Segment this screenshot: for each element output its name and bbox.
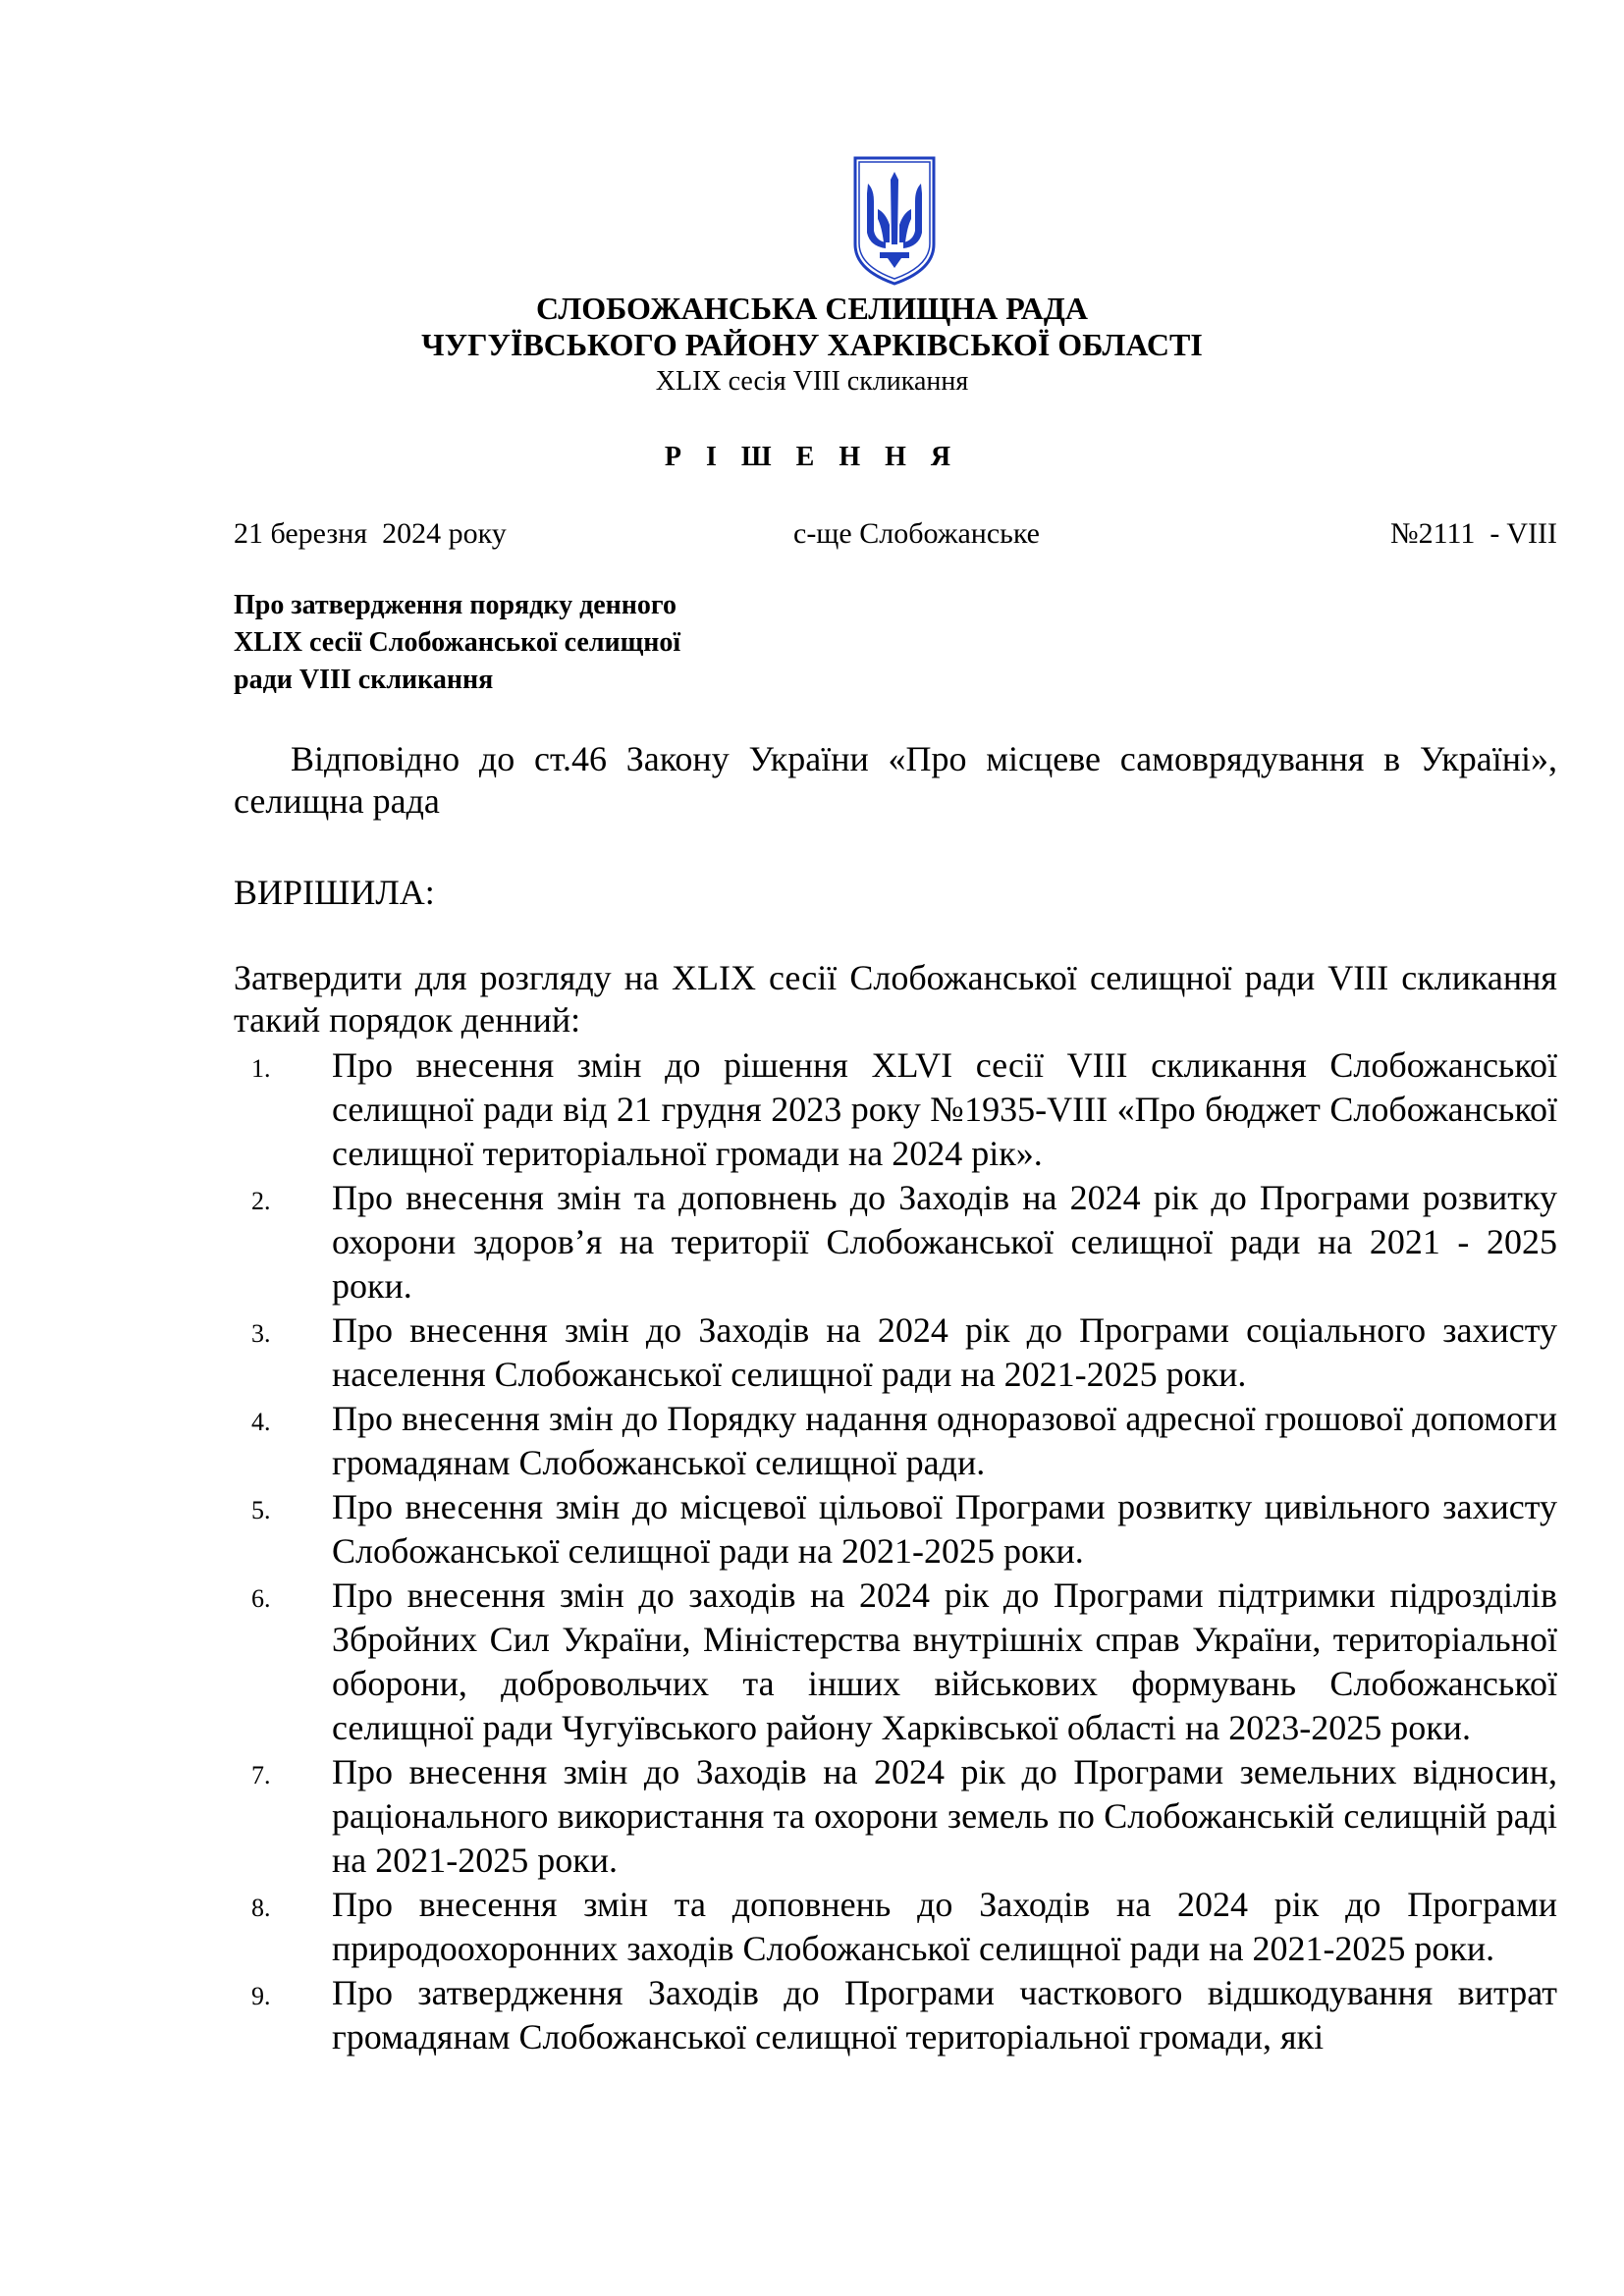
approve-paragraph: Затвердити для розгляду на XLIX сесії Слобожанської селищної ради VIII скликання такий порядок денний: xyxy=(234,958,1557,1040)
agenda-item-text: Про затвердження Заходів до Програми часткового відшкодування витрат громадянам Слобожанської селищної територіальної громади, які xyxy=(332,1973,1557,2056)
agenda-item-text: Про внесення змін та доповнень до Заходів на 2024 рік до Програми розвитку охорони здоров’я на території Слобожанської селищної ради на 2021 - 2025 роки. xyxy=(332,1178,1557,1306)
intro-paragraph: Відповідно до ст.46 Закону України «Про місцеве самоврядування в Україні», селищна рада xyxy=(234,739,1557,821)
decision-number: №2111 - VIII xyxy=(1390,517,1557,550)
decision-date: 21 березня 2024 року xyxy=(234,517,507,550)
agenda-item-text: Про внесення змін до рішення XLVI сесії VIII скликання Слобожанської селищної ради від 21 грудня 2023 року №1935-VIII «Про бюджет Слобожанської селищної територіальної громади на 2024 рік». xyxy=(332,1045,1557,1173)
agenda-item-text: Про внесення змін до Заходів на 2024 рік до Програми соціального захисту населення Слобожанської селищної ради на 2021-2025 роки. xyxy=(332,1310,1557,1394)
agenda-item xyxy=(234,1308,1557,1397)
agenda-item-number: 4. xyxy=(251,1408,271,1436)
agenda-item-number: 2. xyxy=(251,1187,271,1215)
decision-place: с-ще Слобожанське xyxy=(793,517,1040,550)
agenda-item xyxy=(234,1397,1557,1485)
agenda-item-text: Про внесення змін до заходів на 2024 рік до Програми підтримки підрозділів Збройних Сил України, Міністерства внутрішніх справ України, територіальної оборони, добровольчих та інших військових формувань Слобожанської селищної ради Чугуївського району Харківської області на 2023-2025 роки. xyxy=(332,1575,1557,1747)
agenda-item xyxy=(234,1176,1557,1308)
agenda-item-number: 9. xyxy=(251,1982,271,2010)
agenda-item-number: 1. xyxy=(251,1054,271,1083)
agenda-item xyxy=(234,1574,1557,1750)
agenda-item xyxy=(234,1883,1557,1971)
agenda-item xyxy=(234,1971,1557,2059)
agenda-item-text: Про внесення змін до місцевої цільової Програми розвитку цивільного захисту Слобожанської селищної ради на 2021-2025 роки. xyxy=(332,1487,1557,1571)
session-line: XLIX сесія VIII скликання xyxy=(655,366,969,397)
agenda-item xyxy=(234,1043,1557,1176)
decision-title: Р І Ш Е Н Н Я xyxy=(664,442,960,472)
agenda-item-text: Про внесення змін та доповнень до Заходів на 2024 рік до Програми природоохоронних заходів Слобожанської селищної ради на 2021-2025 роки. xyxy=(332,1885,1557,1968)
decision-subject xyxy=(234,587,842,699)
agenda-list xyxy=(234,1043,1557,2059)
agenda-item-text: Про внесення змін до Порядку надання одноразової адресної грошової допомоги громадянам Слобожанської селищної ради. xyxy=(332,1399,1557,1482)
agenda-item-number: 5. xyxy=(251,1496,271,1524)
ukraine-trident-coat-of-arms-icon xyxy=(850,154,939,288)
subject-line: Про затвердження порядку денного xyxy=(234,590,677,620)
agenda-item-number: 6. xyxy=(251,1584,271,1613)
agenda-item xyxy=(234,1485,1557,1574)
agenda-item-number: 7. xyxy=(251,1761,271,1789)
organization-name-line2: ЧУГУЇВСЬКОГО РАЙОНУ ХАРКІВСЬКОЇ ОБЛАСТІ xyxy=(421,327,1203,362)
agenda-item-number: 3. xyxy=(251,1319,271,1348)
agenda-item xyxy=(234,1750,1557,1883)
agenda-item-text: Про внесення змін до Заходів на 2024 рік до Програми земельних відносин, раціонального використання та охорони земель по Слобожанській селищній раді на 2021-2025 роки. xyxy=(332,1752,1557,1880)
subject-line: ради VIII скликання xyxy=(234,665,494,695)
resolved-heading: ВИРІШИЛА: xyxy=(234,873,435,912)
agenda-item-number: 8. xyxy=(251,1894,271,1922)
decision-meta-row xyxy=(234,517,1557,557)
subject-line: XLIX сесії Слобожанської селищної xyxy=(234,627,681,658)
organization-name-line1: СЛОБОЖАНСЬКА СЕЛИЩНА РАДА xyxy=(536,291,1088,326)
